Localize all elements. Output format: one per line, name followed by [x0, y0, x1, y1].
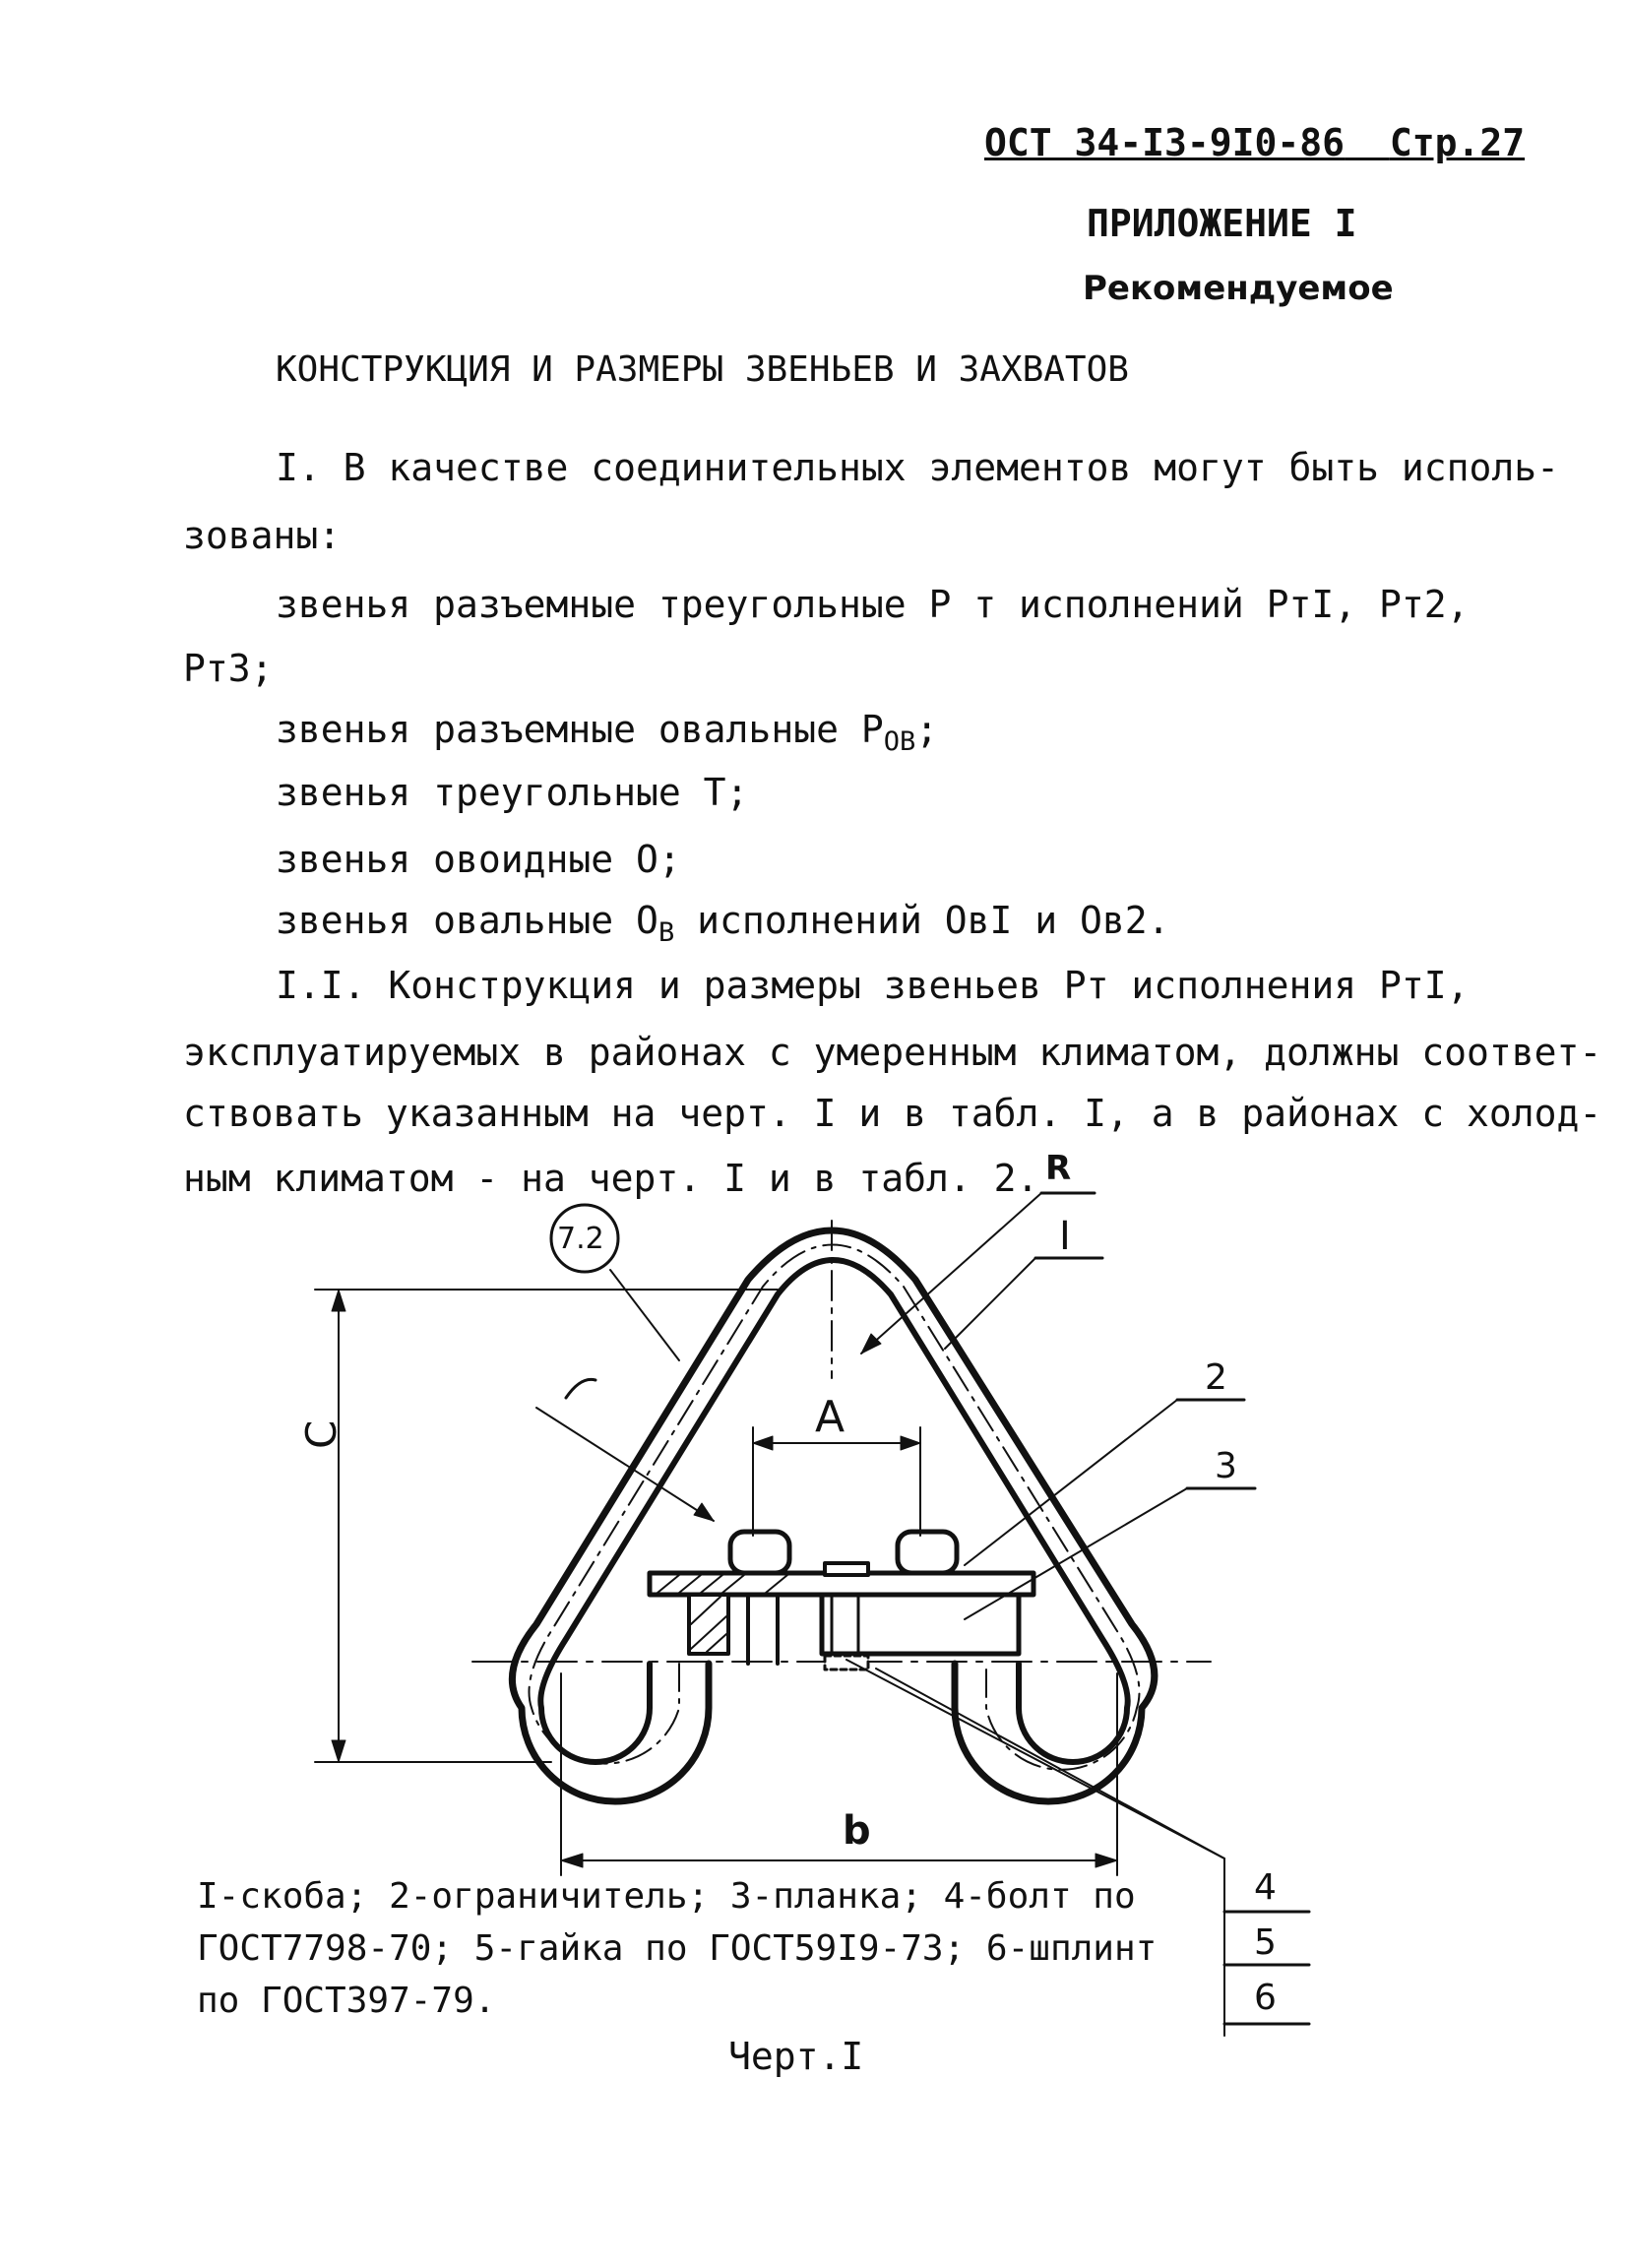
figure-label: Черт.I: [728, 2035, 864, 2078]
paragraph-2-line-3: ствовать указанным на черт. I и в табл. I, а в районах с холод-: [183, 1092, 1602, 1135]
list-item-2-text: звенья разъемные овальные Р: [276, 708, 884, 751]
paragraph-1-line-1: I. В качестве соединительных элементов могут быть исполь-: [276, 446, 1560, 489]
list-item-5-end: исполнений ОвI и Ов2.: [674, 899, 1170, 942]
label-5: 5: [1254, 1922, 1277, 1963]
list-item-1-line-1: звенья разъемные треугольные Р т исполнений РтI, Рт2,: [276, 583, 1470, 626]
label-C: C: [297, 1419, 345, 1449]
label-4: 4: [1254, 1867, 1277, 1908]
doc-ref: ОСТ 34-I3-9I0-86: [984, 121, 1346, 164]
paragraph-2-line-2: эксплуатируемых в районах с умеренным климатом, должны соответ-: [183, 1031, 1602, 1074]
limiter-block: [822, 1595, 1019, 1654]
label-1: I: [1059, 1214, 1071, 1259]
list-item-2-end: ;: [915, 708, 939, 751]
label-A: A: [815, 1392, 845, 1442]
appendix-title: ПРИЛОЖЕНИЕ I: [1087, 202, 1357, 245]
label-b: b: [843, 1808, 871, 1854]
shackle-centerline: [530, 1245, 1140, 1770]
label-R: R: [1045, 1149, 1072, 1188]
label-3: 3: [1215, 1446, 1237, 1486]
paragraph-1-line-2: зованы:: [183, 514, 342, 557]
list-item-1-line-2: Рт3;: [183, 647, 274, 690]
paragraph-2-line-1: I.I. Конструкция и размеры звеньев Рт исполнения РтI,: [276, 964, 1470, 1007]
bolt-head-left: [730, 1532, 789, 1573]
circle-mark-label: 7.2: [557, 1222, 604, 1256]
section-title: КОНСТРУКЦИЯ И РАЗМЕРЫ ЗВЕНЬЕВ И ЗАХВАТОВ: [276, 349, 1129, 390]
label-2: 2: [1205, 1357, 1227, 1398]
shackle-outer: [512, 1230, 1154, 1801]
shackle-inner: [540, 1260, 1127, 1762]
list-item-3: звенья треугольные Т;: [276, 771, 749, 814]
list-item-2-subscript: ОВ: [883, 726, 916, 757]
bolt-head-right: [898, 1532, 957, 1573]
caption-line-1: I-скоба; 2-ограничитель; 3-планка; 4-болт по: [197, 1876, 1136, 1917]
page-number: Стр.27: [1389, 121, 1526, 164]
nut-top: [825, 1563, 868, 1575]
list-item-5-subscript: В: [657, 917, 675, 948]
caption-line-3: по ГОСТ397-79.: [197, 1981, 496, 2021]
list-item-4: звенья овоидные О;: [276, 838, 681, 881]
list-item-5-text: звенья овальные О: [276, 899, 658, 942]
appendix-status: Рекомендуемое: [1083, 269, 1394, 308]
paragraph-2-line-4: ным климатом - на черт. I и в табл. 2.: [183, 1157, 1039, 1200]
caption-line-2: ГОСТ7798-70; 5-гайка по ГОСТ59I9-73; 6-шплинт: [197, 1928, 1158, 1969]
label-6: 6: [1254, 1978, 1277, 2018]
